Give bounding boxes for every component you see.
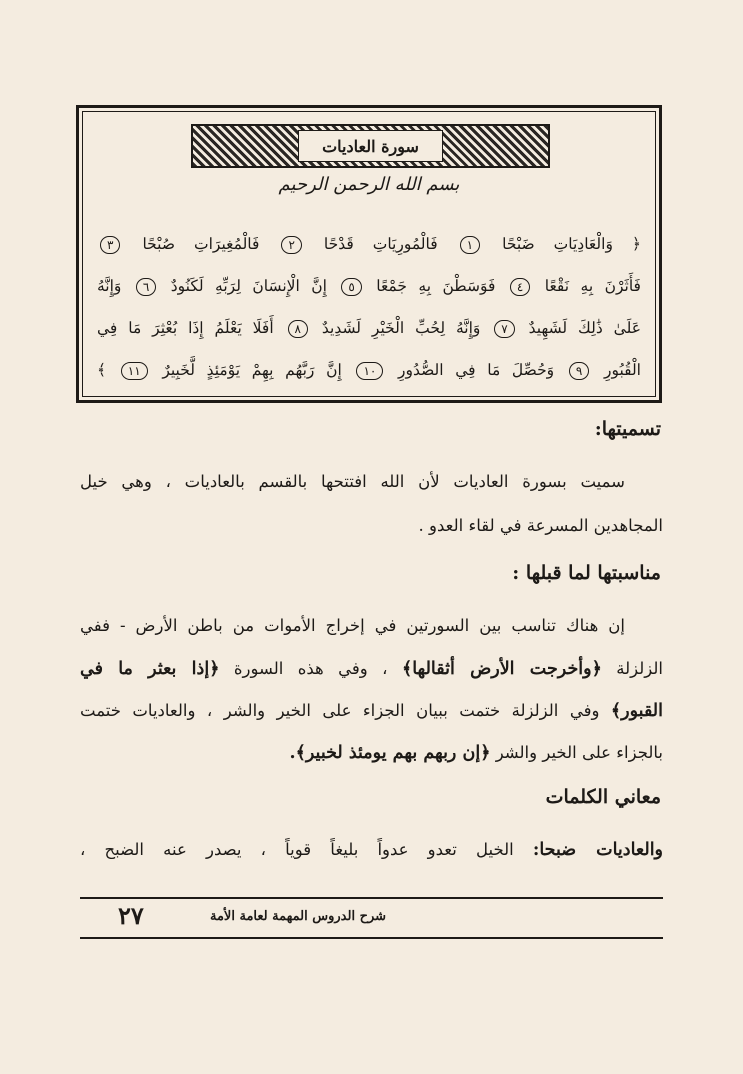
ayah-line-2 [97, 272, 641, 300]
ayah-line-4 [97, 356, 641, 384]
ayah-text: وَإِنَّهُ لِحُبِّ الْخَيْرِ لَشَدِيدٌ [321, 319, 481, 337]
basmala: بسم الله الرحمن الرحيم [278, 174, 460, 195]
ayah-line-3 [97, 314, 641, 342]
surah-name: سورة العاديات [298, 130, 443, 162]
ayah-text: فَوَسَطْنَ بِهِ جَمْعًا [376, 277, 496, 295]
ayah-text: ﴿ وَالْعَادِيَاتِ ضَبْحًا [502, 235, 641, 253]
page-number: ٢٧ [118, 901, 144, 930]
ayah-text: إِنَّ الْإِنسَانَ لِرَبِّهِ لَكَنُودٌ [170, 277, 327, 295]
quran-quote: ﴿إذا بعثر ما في [80, 659, 220, 679]
relation-line-2 [80, 655, 663, 683]
quran-quote: ﴿وأخرجت الأرض أثقالها﴾ [401, 659, 602, 679]
surah-frame-inner [82, 111, 656, 397]
word-meanings-line-1 [80, 836, 663, 864]
ayah-line-1 [97, 230, 641, 258]
surah-header-ornament [191, 124, 550, 168]
relation-text: وفي الزلزلة ختمت ببيان الجزاء على الخير والشر ، والعاديات ختمت [80, 701, 600, 720]
footer-rule-top [80, 897, 663, 899]
quran-quote: ﴿إن ربهم بهم يومئذ لخبير﴾. [289, 743, 491, 763]
ayah-text: فَالْمُورِيَاتِ قَدْحًا [323, 235, 438, 253]
ayah-number-marker: ٥ [341, 278, 361, 296]
term: والعاديات ضبحا: [532, 840, 664, 860]
ayah-number-marker: ٦ [136, 278, 156, 296]
ayah-number-marker: ١٠ [356, 362, 383, 380]
surah-frame [76, 105, 662, 403]
ayah-text: وَحُصِّلَ مَا فِي الصُّدُورِ [398, 361, 555, 379]
ayah-text: أَفَلَا يَعْلَمُ إِذَا بُعْثِرَ مَا فِي [97, 319, 274, 337]
relation-text: الزلزلة [616, 659, 664, 678]
ayah-number-marker: ٩ [569, 362, 589, 380]
naming-heading: تسميتها: [594, 418, 661, 440]
relation-line-3 [80, 697, 663, 725]
ayah-text: ﴾ [97, 361, 107, 379]
ayah-number-marker: ١١ [121, 362, 148, 380]
ayah-text: عَلَىٰ ذَٰلِكَ لَشَهِيدٌ [528, 319, 641, 337]
ayah-text: وَإِنَّهُ [97, 277, 122, 295]
naming-line-2: المجاهدين المسرعة في لقاء العدو . [418, 516, 663, 535]
ayah-text: إِنَّ رَبَّهُم بِهِمْ يَوْمَئِذٍ لَّخَبِيرٌ [162, 361, 342, 379]
word-meanings-heading: معاني الكلمات [545, 786, 661, 808]
ayah-number-marker: ٤ [510, 278, 530, 296]
ayah-text: الْقُبُورِ [603, 361, 641, 379]
ayah-number-marker: ٣ [100, 236, 120, 254]
ayah-text: فَالْمُغِيرَاتِ صُبْحًا [142, 235, 260, 253]
relation-text: بالجزاء على الخير والشر [495, 743, 663, 762]
relation-heading: مناسبتها لما قبلها : [512, 562, 661, 584]
ayah-number-marker: ٢ [281, 236, 301, 254]
ayah-number-marker: ٧ [494, 320, 514, 338]
term-definition: الخيل تعدو عدواً بليغاً قوياً ، يصدر عنه الضبح ، [80, 840, 514, 859]
relation-line-1: إن هناك تناسب بين السورتين في إخراج الأموات من باطن الأرض - ففي [80, 616, 625, 635]
naming-line-1: سميت بسورة العاديات لأن الله افتتحها بالقسم بالعاديات ، وهي خيل [80, 472, 625, 491]
footer-rule-bottom [80, 937, 663, 939]
quran-quote: القبور﴾ [610, 701, 663, 721]
footer-book-title: شرح الدروس المهمة لعامة الأمة [210, 909, 387, 924]
ayah-number-marker: ٨ [288, 320, 308, 338]
relation-line-4 [80, 739, 663, 767]
relation-text: ، وفي هذه السورة [233, 659, 388, 678]
ayah-text: فَأَثَرْنَ بِهِ نَقْعًا [544, 277, 641, 295]
ayah-number-marker: ١ [460, 236, 480, 254]
